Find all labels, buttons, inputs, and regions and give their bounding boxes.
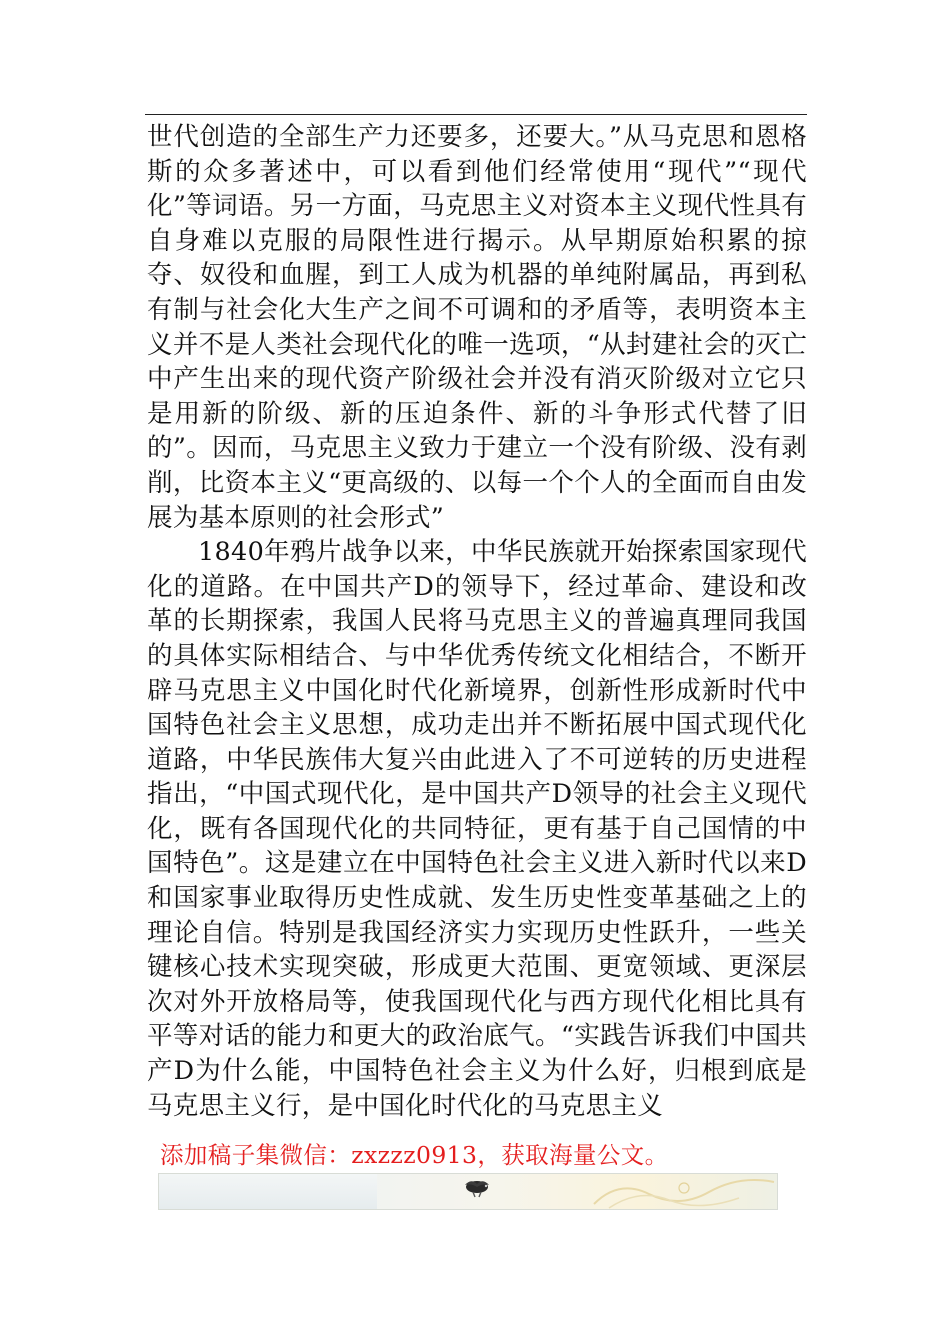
- header-rule: [145, 114, 807, 115]
- paragraph-1840: 1840年鸦片战争以来，中华民族就开始探索国家现代化的道路。在中国共产D的领导下，经过革命、建设和改革的长期探索，我国人民将马克思主义的普遍真理同我国的具体实际相结合、与中华优秀传统文化相结合，不断开辟马克思主义中国化时代化新境界，创新性形成新时代中国特色社会主义思想，成功走出并不断拓展中国式现代化道路，中华民族伟大复兴由此进入了不可逆转的历史进程指出，“中国式现代化，是中国共产D领导的社会主义现代化，既有各国现代化的共同特征，更有基于自己国情的中国特色”。这是建立在中国特色社会主义进入新时代以来D和国家事业取得历史性成就、发生历史性变革基础之上的理论自信。特别是我国经济实力实现历史性跃升，一些关键核心技术实现突破，形成更大范围、更宽领域、更深层次对外开放格局等，使我国现代化与西方现代化相比具有平等对话的能力和更大的政治底气。“实践告诉我们中国共产D为什么能，中国特色社会主义为什么好，归根到底是马克思主义行，是中国化时代化的马克思主义: [147, 537, 807, 1121]
- promo-wechat-notice: 添加稿子集微信：zxzzz0913，获取海量公文。: [160, 1141, 669, 1169]
- decorative-banner-image: [158, 1173, 778, 1210]
- bird-icon: [459, 1176, 495, 1198]
- decorative-swirl-icon: [589, 1174, 778, 1210]
- paragraph-continued: 世代创造的全部生产力还要多，还要大。”从马克思和恩格斯的众多著述中，可以看到他们经常使用“现代”“现代化”等词语。另一方面，马克思主义对资本主义现代性具有自身难以克服的局限性进行揭示。从早期原始积累的掠夺、奴役和血腥，到工人成为机器的单纯附属品，再到私有制与社会化大生产之间不可调和的矛盾等，表明资本主义并不是人类社会现代化的唯一选项，“从封建社会的灭亡中产生出来的现代资产阶级社会并没有消灭阶级对立它只是用新的阶级、新的压迫条件、新的斗争形式代替了旧的”。因而，马克思主义致力于建立一个没有阶级、没有剥削，比资本主义“更高级的、以每一个个人的全面而自由发展为基本原则的社会形式”: [147, 122, 807, 533]
- document-body: [147, 120, 807, 1123]
- banner-left-panel: [159, 1174, 377, 1209]
